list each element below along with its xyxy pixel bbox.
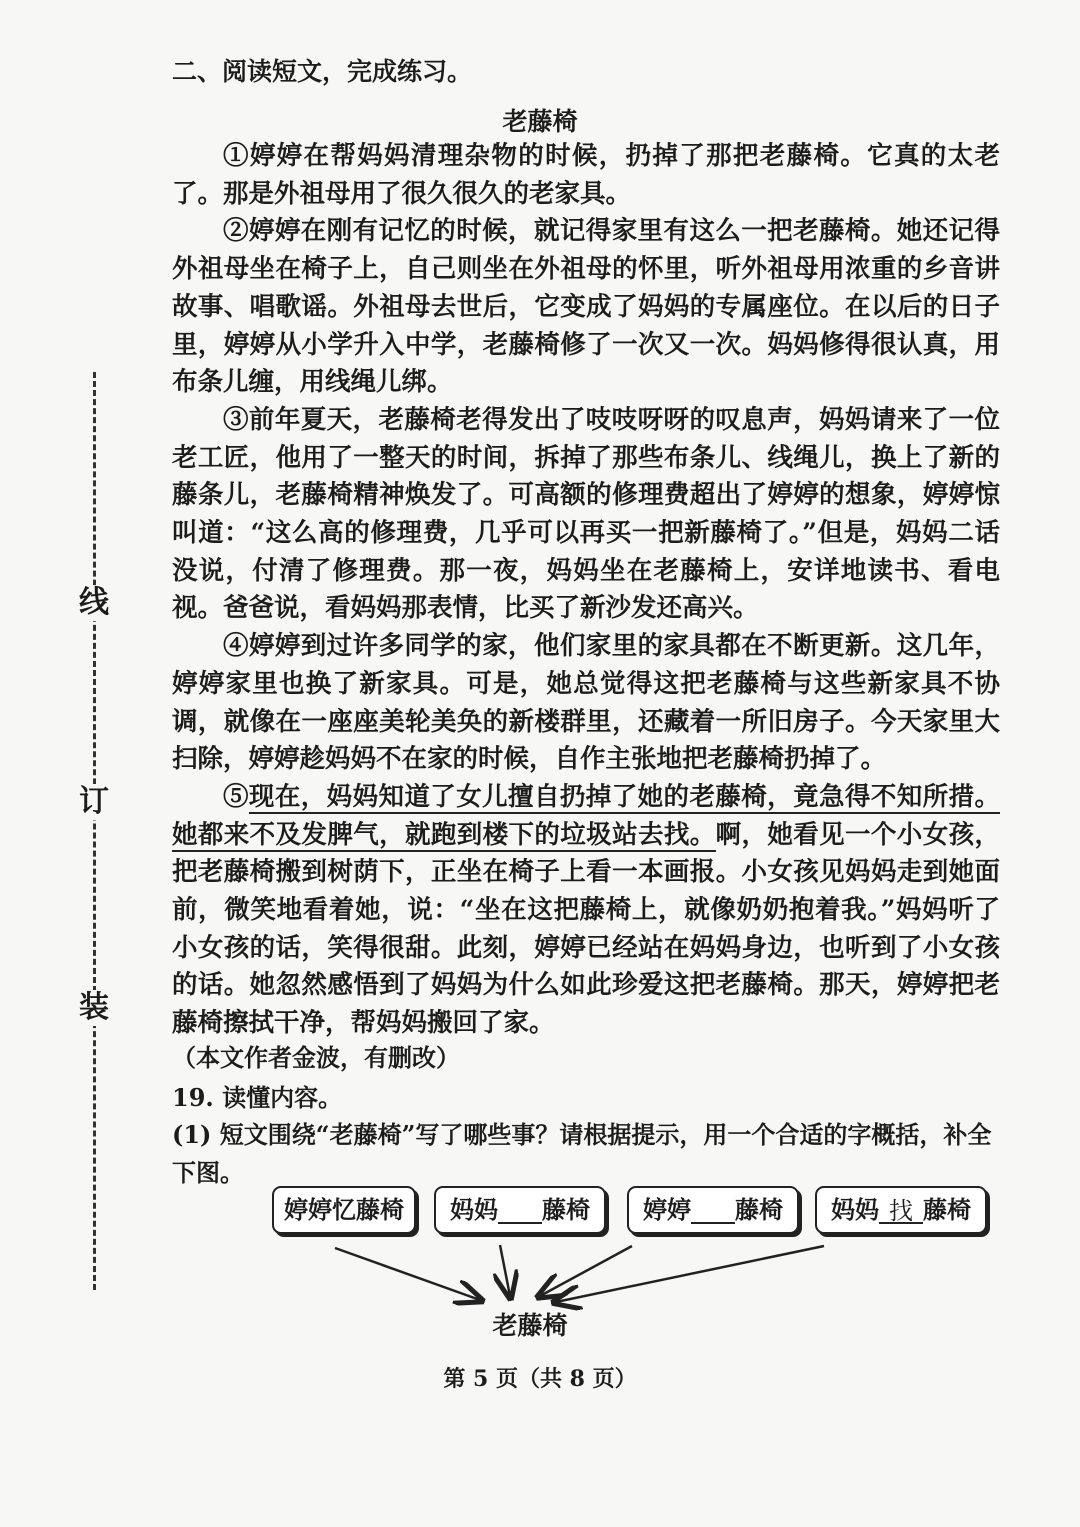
paragraph-2: ②婷婷在刚有记忆的时候，就记得家里有这么一把老藤椅。她还记得外祖母坐在椅子上，自己则坐在外祖母的怀里，听外祖母用浓重的乡音讲故事、唱歌谣。外祖母去世后，它变成了妈妈的专属座位。在以后的日子里，婷婷从小学升入中学，老藤椅修了一次又一次。妈妈修得很认真，用布条儿缠，用线绳儿绑。 [172, 216, 1000, 398]
article-title: 老藤椅 [502, 107, 578, 136]
paragraph-3: ③前年夏天，老藤椅老得发出了吱吱呀呀的叹息声，妈妈请来了一位老工匠，他用了一整天的时间，拆掉了那些布条儿、线绳儿，换上了新的藤条儿，老藤椅精神焕发了。可高额的修理费超出了婷婷的想象，婷婷惊叫道：“这么高的修理费，几乎可以再买一把新藤椅了。”但是，妈妈二话没说，付清了修理费。那一夜，妈妈坐在老藤椅上，安详地读书、看电视。爸爸说，看妈妈那表情，比买了新沙发还高兴。 [172, 404, 1000, 624]
arrow-from-box-1 [335, 1248, 480, 1300]
paragraph-5-rest: 啊，她看见一个小女孩，把老藤椅搬到树荫下，正坐在椅子上看一本画报。小女孩见妈妈走到她面前，微笑地看着她，说：“坐在这把藤椅上，就像奶奶抱着我。”妈妈听了小女孩的话，笑得很甜。此刻，婷婷已经站在妈妈身边，也听到了小女孩的话。她忽然感悟到了妈妈为什么如此珍爱这把老藤椅。那天，婷婷把老藤椅擦拭干净，帮妈妈搬回了家。 [172, 819, 1000, 1039]
arrow-from-box-2 [500, 1245, 510, 1296]
section-heading: 二、阅读短文，完成练习。 [172, 57, 473, 86]
binding-char-ding: 订 [76, 784, 112, 820]
diagram-box-2-left: 妈妈 [450, 1195, 498, 1224]
arrow-from-box-4 [556, 1246, 824, 1302]
binding-char-xian: 线 [76, 585, 112, 621]
diagram-center-label: 老藤椅 [492, 1311, 568, 1340]
diagram-box-3-right: 藤椅 [735, 1195, 783, 1224]
paragraph-5-number: ⑤ [223, 781, 249, 812]
binding-char-zhuang: 装 [76, 990, 112, 1026]
question-text: (1) 短文围绕“老藤椅”写了哪些事？请根据提示，用一个合适的字概括，补全下图。 [172, 1120, 992, 1187]
page-number: 第 5 页（共 8 页） [443, 1366, 637, 1392]
diagram-box-4-right: 藤椅 [923, 1195, 971, 1224]
diagram-box-2-right: 藤椅 [542, 1195, 590, 1224]
paragraph-1: ①婷婷在帮妈妈清理杂物的时候，扔掉了那把老藤椅。它真的太老了。那是外祖母用了很久很久的老家具。 [172, 141, 1000, 209]
diagram-box-4-left: 妈妈 [831, 1195, 879, 1224]
diagram-box-3-left: 婷婷 [643, 1195, 691, 1224]
source-note: （本文作者金波，有删改） [172, 1043, 460, 1072]
answer-blank-4-handwritten[interactable]: 找 [879, 1200, 923, 1224]
underlined-sentence: 现在，妈妈知道了女儿擅自扔掉了她的老藤椅，竟急得不知所措。她都来不及发脾气，就跑到楼下的垃圾站去找。 [172, 781, 1000, 850]
paragraph-4: ④婷婷到过许多同学的家，他们家里的家具都在不断更新。这几年，婷婷家里也换了新家具。可是，她总觉得这把老藤椅与这些新家具不协调，就像在一座座美轮美奂的新楼群里，还藏着一所旧房子。今天家里大扫除，婷婷趁妈妈不在家的时候，自作主张地把老藤椅扔掉了。 [172, 631, 1000, 775]
question-heading: 19. 读懂内容。 [172, 1083, 343, 1112]
diagram-box-1-text: 婷婷忆藤椅 [284, 1195, 404, 1224]
